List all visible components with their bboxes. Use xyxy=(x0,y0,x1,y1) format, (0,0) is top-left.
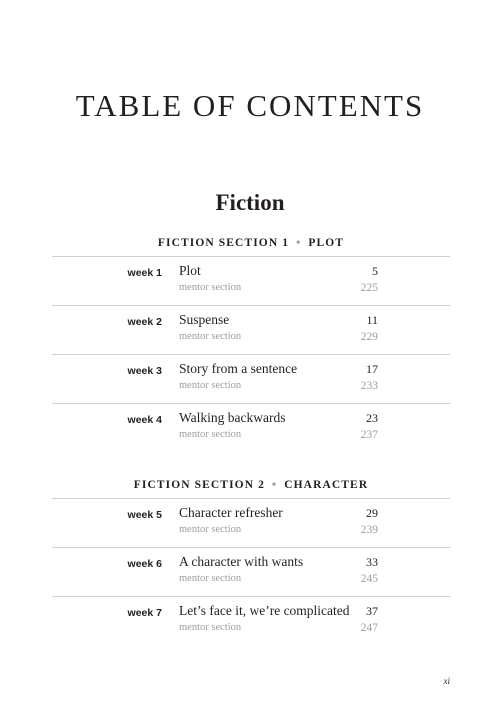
mentor-page-number: 247 xyxy=(360,622,378,634)
mentor-section-label: mentor section xyxy=(179,331,242,342)
week-label: week 5 xyxy=(127,509,162,521)
entry-page-number: 5 xyxy=(372,264,378,278)
section-topic: PLOT xyxy=(308,237,345,249)
toc-entry[interactable] xyxy=(52,547,450,596)
toc-entry[interactable] xyxy=(52,403,450,452)
entry-page-number: 37 xyxy=(366,604,378,618)
toc-entry[interactable] xyxy=(52,596,450,645)
entry-page-number: 11 xyxy=(366,313,378,327)
mentor-section-label: mentor section xyxy=(179,429,242,440)
toc-entry[interactable] xyxy=(52,354,450,403)
section-heading xyxy=(52,476,450,498)
week-label: week 2 xyxy=(127,316,162,328)
mentor-section-label: mentor section xyxy=(179,622,242,633)
page-folio: xi xyxy=(443,676,450,686)
mentor-section-label: mentor section xyxy=(179,380,242,391)
entry-title: Suspense xyxy=(179,312,230,327)
mentor-section-label: mentor section xyxy=(179,524,242,535)
bullet-separator: • xyxy=(271,477,278,491)
entry-title: Walking backwards xyxy=(179,410,286,425)
week-label: week 7 xyxy=(127,607,162,619)
mentor-page-number: 229 xyxy=(360,331,378,343)
entry-page-number: 29 xyxy=(366,506,378,520)
week-label: week 1 xyxy=(127,267,162,279)
entry-page-number: 23 xyxy=(366,411,378,425)
toc-section-plot xyxy=(52,234,450,452)
bullet-separator: • xyxy=(296,235,302,249)
section-heading xyxy=(52,234,450,256)
mentor-page-number: 237 xyxy=(360,429,378,441)
toc-entry[interactable] xyxy=(52,256,450,305)
part-title: Fiction xyxy=(215,190,285,215)
week-label: week 3 xyxy=(127,365,162,377)
mentor-page-number: 239 xyxy=(360,524,378,536)
entry-page-number: 33 xyxy=(366,555,378,569)
entry-title: Story from a sentence xyxy=(179,361,298,376)
mentor-page-number: 245 xyxy=(360,573,378,585)
toc-entry[interactable] xyxy=(52,498,450,547)
entry-title: Let’s face it, we’re complicated xyxy=(179,603,350,618)
section-topic: CHARACTER xyxy=(284,479,369,491)
section-label: FICTION SECTION 2 xyxy=(133,479,265,491)
toc-section-character xyxy=(52,476,450,645)
section-label: FICTION SECTION 1 xyxy=(157,237,290,249)
page-title: TABLE OF CONTENTS xyxy=(75,88,425,123)
entry-page-number: 17 xyxy=(366,362,378,376)
week-label: week 6 xyxy=(127,558,162,570)
entry-title: A character with wants xyxy=(179,554,304,569)
mentor-page-number: 233 xyxy=(360,380,378,392)
entry-title: Character refresher xyxy=(179,505,283,520)
mentor-page-number: 225 xyxy=(360,282,378,294)
mentor-section-label: mentor section xyxy=(179,282,242,293)
toc-entry[interactable] xyxy=(52,305,450,354)
entry-title: Plot xyxy=(179,263,201,278)
mentor-section-label: mentor section xyxy=(179,573,242,584)
week-label: week 4 xyxy=(127,414,162,426)
